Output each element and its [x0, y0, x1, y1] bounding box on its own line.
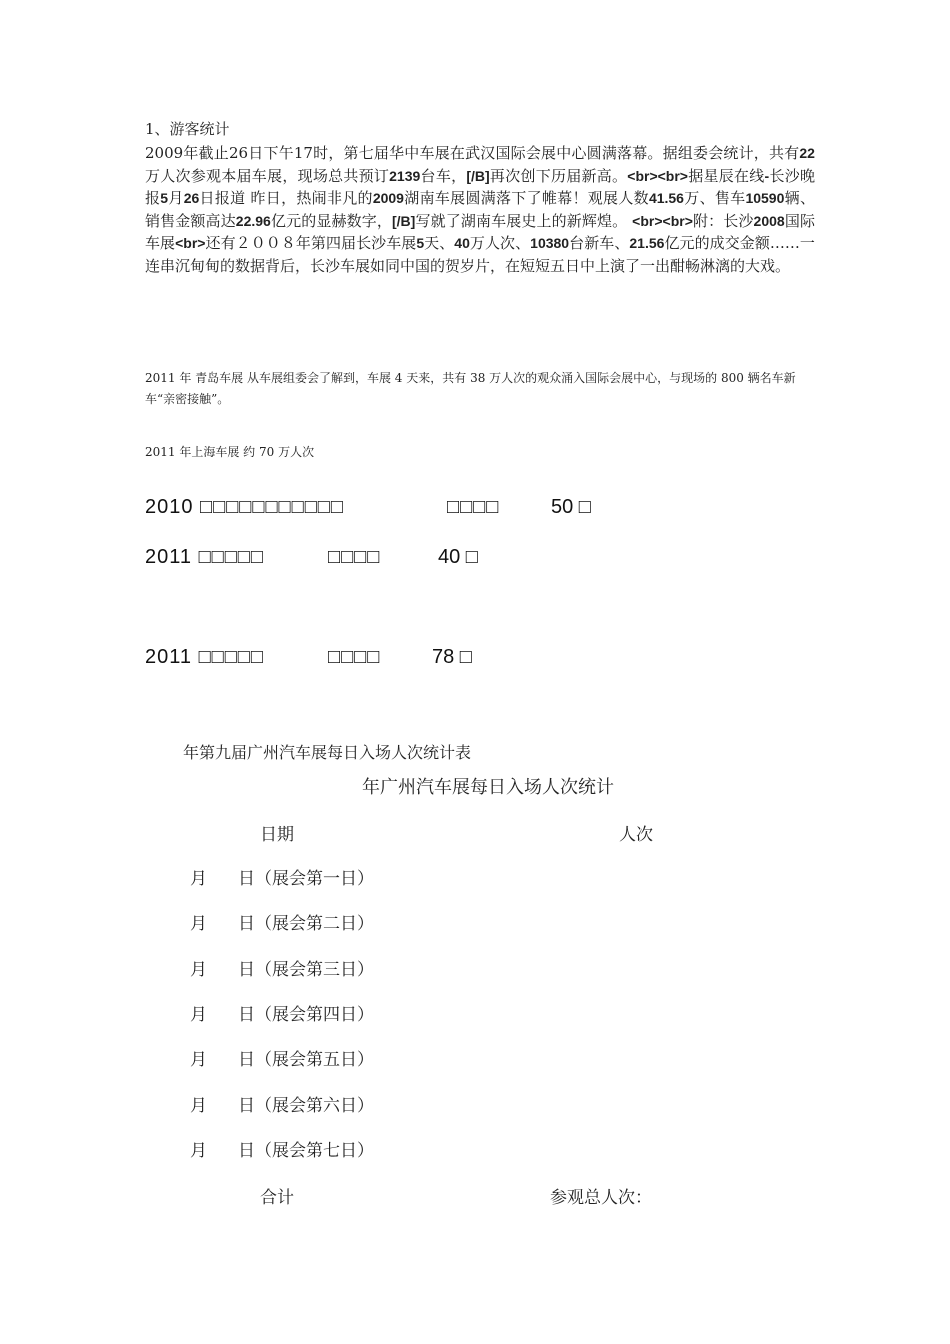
paragraph-bold-segment: 10380: [530, 235, 570, 251]
paragraph-bold-segment: <br>: [175, 235, 206, 251]
paragraph-segment: 国际车展: [145, 211, 815, 252]
section-heading: 1、游客统计: [145, 120, 230, 138]
paragraph-bold-segment: [/B]: [392, 212, 416, 229]
row-day: 日（展会第一日）: [238, 869, 374, 889]
paragraph-segment: 附：长沙: [692, 211, 754, 230]
row-month: 月: [190, 914, 207, 934]
paragraph-bold-segment: 5: [416, 235, 425, 251]
paragraph-bold-segment: [/B]: [466, 167, 490, 184]
stat-row-2-mid: □□□□: [328, 546, 381, 568]
total-label: 合计: [260, 1188, 294, 1208]
visitor-stats-paragraph: [145, 142, 815, 277]
paragraph-segment: 万人次参观本届车展，现场总共预订: [145, 166, 390, 185]
row-day: 日（展会第七日）: [238, 1141, 374, 1161]
paragraph-bold-segment: 10590: [745, 190, 785, 206]
total-count-label: 参观总人次：: [550, 1188, 652, 1208]
qingdao-note: 2011 年 青岛车展 从车展组委会了解到，车展 4 天来，共有 38 万人次的观众涌入国际会展中心，与现场的 800 辆名车新车“亲密接触”。: [145, 371, 796, 406]
paragraph-segment: 据星辰在线: [687, 166, 765, 185]
row-day: 日（展会第二日）: [238, 914, 374, 934]
paragraph-segment: 万、售车: [683, 189, 746, 207]
paragraph-bold-segment: 41.56: [648, 190, 684, 206]
paragraph-segment: 亿元的显赫数字，: [270, 211, 392, 230]
row-day: 日（展会第四日）: [238, 1005, 374, 1025]
paragraph-segment: 长沙晚报: [145, 166, 815, 207]
column-header-count: 人次: [619, 825, 653, 845]
stat-row-1-value: 50 □: [551, 496, 591, 518]
row-day: 日（展会第五日）: [238, 1050, 374, 1070]
table-title-1: 年第九届广州汽车展每日入场人次统计表: [183, 743, 472, 762]
row-month: 月: [190, 1050, 207, 1070]
paragraph-segment: 日下午: [248, 144, 294, 162]
paragraph-segment: 年截止: [183, 144, 229, 162]
paragraph-segment: 天、: [424, 234, 455, 252]
row-month: 月: [190, 1096, 207, 1116]
stat-row-1-label: 2010 □□□□□□□□□□□: [145, 496, 344, 518]
paragraph-segment: 亿元的成交金额……一连串沉甸甸的数据背后，长沙车展如同中国的贺岁片，在短短五日中上演了一出酣畅淋漓的大戏。: [145, 234, 815, 275]
paragraph-segment: 日报道 昨日，热闹非凡的: [199, 189, 373, 207]
paragraph-segment: 月: [168, 189, 184, 207]
stat-row-3-value: 78 □: [432, 646, 472, 668]
column-header-date: 日期: [260, 825, 294, 845]
paragraph-segment: 万人次、: [469, 234, 531, 252]
paragraph-bold-segment: 40: [454, 235, 470, 251]
paragraph-bold-segment: 5: [160, 190, 169, 206]
stat-row-2-value: 40 □: [438, 546, 478, 568]
shanghai-note: 2011 年上海车展 约 70 万人次: [145, 445, 315, 459]
paragraph-bold-segment: 2008: [753, 212, 785, 229]
paragraph-segment: 再次创下历届新高。: [489, 166, 628, 185]
paragraph-segment: 26: [228, 144, 249, 162]
table-title-2: 年广州汽车展每日入场人次统计: [362, 777, 614, 798]
paragraph-bold-segment: 22: [799, 145, 815, 161]
paragraph-segment: 2009: [145, 144, 184, 162]
row-day: 日（展会第六日）: [238, 1096, 374, 1116]
paragraph-segment: 17: [293, 144, 313, 162]
stat-row-2-label: 2011 □□□□□: [145, 546, 264, 568]
row-month: 月: [190, 960, 207, 980]
row-month: 月: [190, 869, 207, 889]
paragraph-bold-segment: 26: [183, 190, 200, 206]
row-day: 日（展会第三日）: [238, 960, 374, 980]
paragraph-segment: 台新车、: [569, 234, 630, 252]
row-month: 月: [190, 1141, 207, 1161]
paragraph-bold-segment: 2139: [389, 167, 421, 184]
paragraph-bold-segment: 22.96: [235, 212, 271, 229]
paragraph-segment: 时，第七届华中车展在武汉国际会展中心圆满落幕。据组委会统计，共有: [312, 144, 800, 162]
paragraph-bold-segment: <br><br>: [632, 212, 693, 229]
paragraph-bold-segment: <br><br>: [627, 167, 688, 184]
paragraph-bold-segment: -: [764, 167, 770, 184]
stat-row-1-mid: □□□□: [447, 496, 500, 518]
stat-row-3-mid: □□□□: [328, 646, 381, 668]
paragraph-bold-segment: 2009: [372, 190, 404, 206]
paragraph-segment: 写就了湖南车展史上的新辉煌。: [415, 211, 633, 230]
stat-row-3-label: 2011 □□□□□: [145, 646, 264, 668]
paragraph-segment: 台车，: [420, 166, 467, 185]
paragraph-segment: 湖南车展圆满落下了帷幕！观展人数: [403, 189, 649, 207]
paragraph-segment: 还有２００８年第四届长沙车展: [205, 234, 417, 252]
row-month: 月: [190, 1005, 207, 1025]
paragraph-bold-segment: 21.56: [629, 235, 665, 251]
paragraph-segment: 辆、销售金额高达: [145, 189, 815, 230]
